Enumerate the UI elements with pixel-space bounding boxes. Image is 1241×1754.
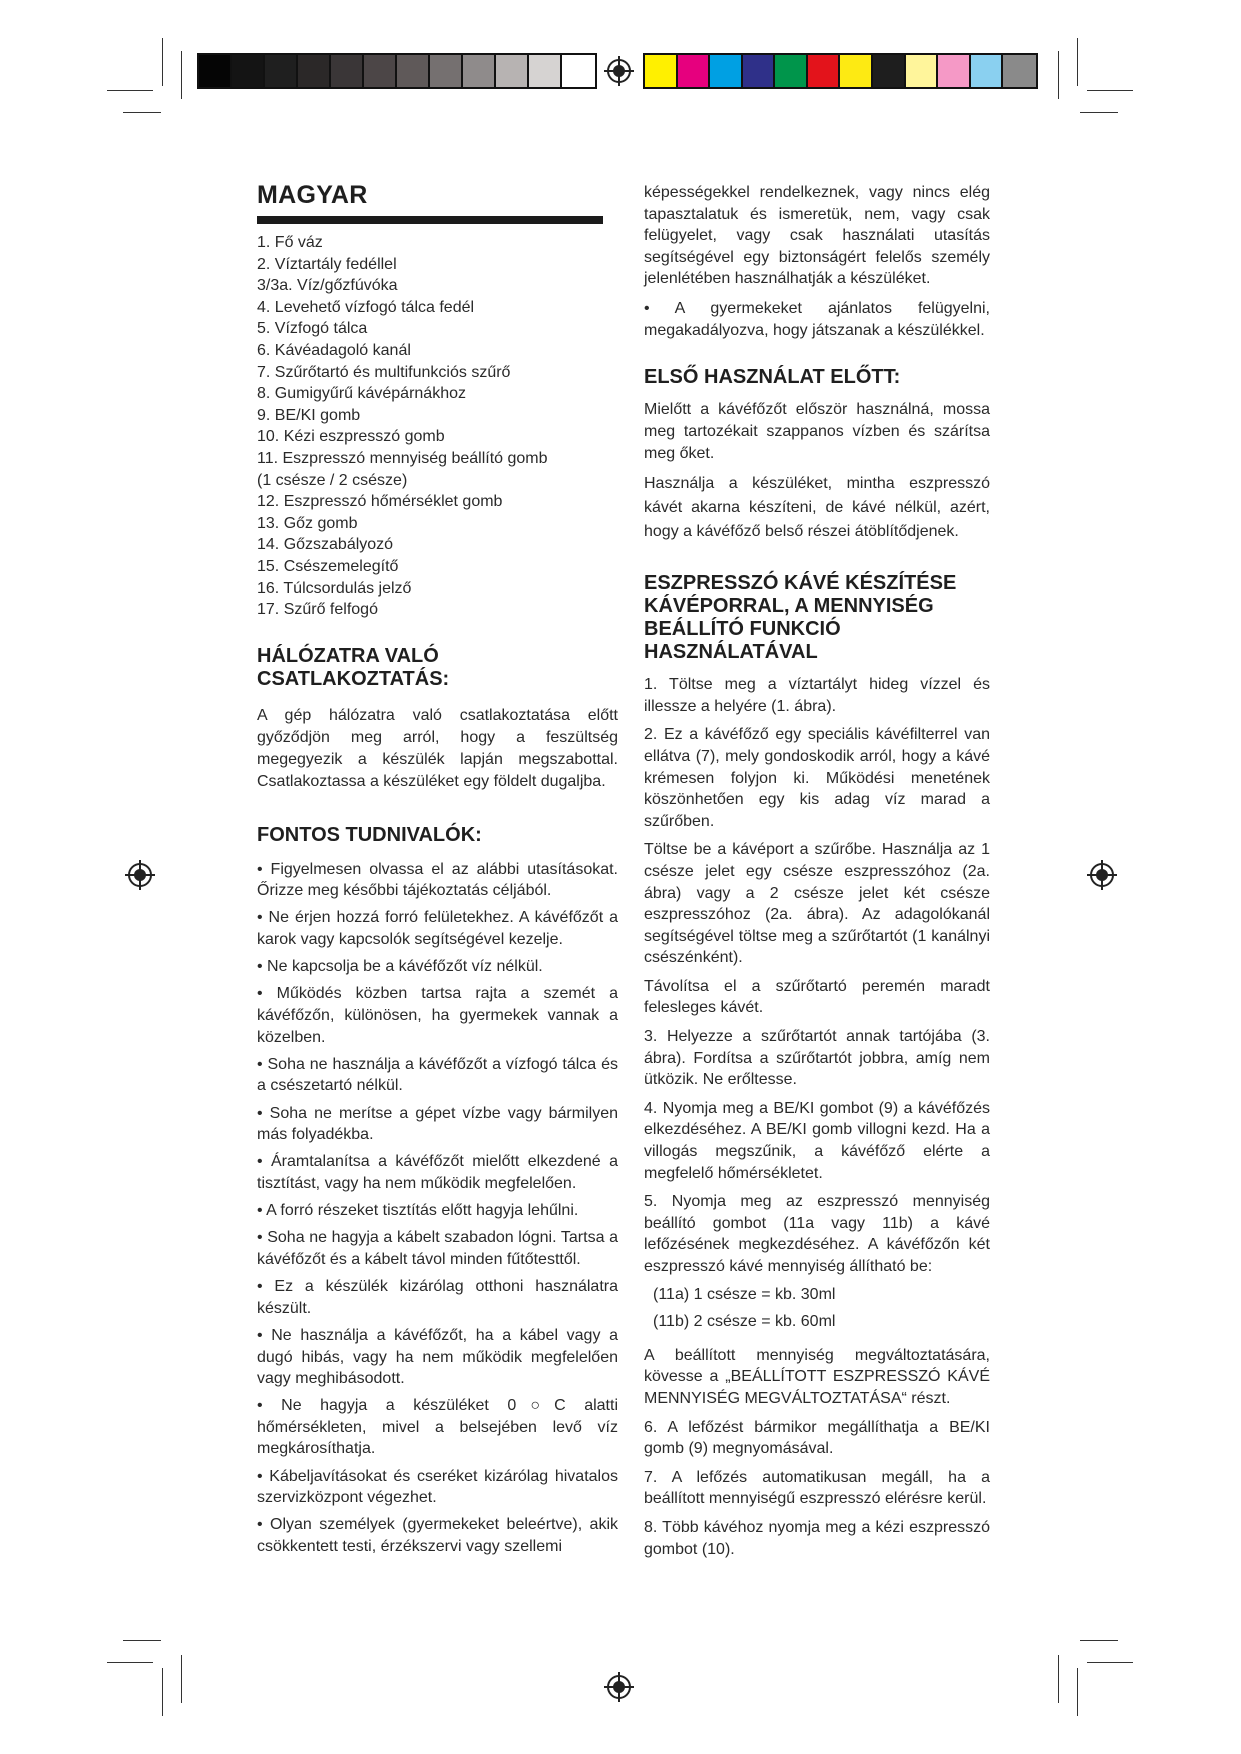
espresso-step: 8. Több kávéhoz nyomja meg a kézi eszpresszó gombot (10). <box>644 1518 990 1558</box>
crop-mark-top-left-h1 <box>107 90 153 91</box>
safety-bullet: • Soha ne merítse a gépet vízbe vagy bármilyen más folyadékba. <box>257 1104 618 1144</box>
color-swatch <box>840 55 873 87</box>
grayscale-color-bar <box>197 53 597 89</box>
first-use-text-1: Mielőtt a kávéfőzőt először használná, mossa meg tartozékait szappanos vízben és szárítsa meg őket. <box>644 401 990 463</box>
espresso-step: Távolítsa el a szűrőtartó peremén maradt felesleges kávét. <box>644 977 990 1017</box>
section-title-mains-connection: HÁLÓZATRA VALÓ CSATLAKOZTATÁS: <box>257 644 450 690</box>
gray-swatch <box>496 55 529 87</box>
safety-bullet: • Ne érjen hozzá forró felületekhez. A kávéfőzőt a karok vagy kapcsolók segítségével kezelje. <box>257 909 618 949</box>
espresso-step: 4. Nyomja meg a BE/KI gombot (9) a kávéfőzés elkezdéséhez. A BE/KI gomb villogni kezd. Ha a villogás megszűnik, a kávéfőző elérte a megfelelő hőmérsékletet. <box>644 1099 990 1182</box>
crop-mark-top-right-h1 <box>1087 90 1133 91</box>
parts-list-item: (1 csésze / 2 csésze) <box>257 471 408 489</box>
color-swatch <box>678 55 711 87</box>
safety-bullet: • Kábeljavításokat és cseréket kizárólag hivatalos szervizközpont végezhet. <box>257 1467 618 1507</box>
gray-swatch <box>331 55 364 87</box>
registration-mark-right <box>1086 859 1118 891</box>
parts-list-item: 9. BE/KI gomb <box>257 406 361 424</box>
parts-list-item: 2. Víztartály fedéllel <box>257 255 397 273</box>
crop-mark-bottom-right-outer <box>1077 1668 1078 1716</box>
section-title-first-use: ELSŐ HASZNÁLAT ELŐTT: <box>644 366 901 389</box>
parts-list-item: 11. Eszpresszó mennyiség beállító gomb <box>257 449 548 467</box>
espresso-step: 5. Nyomja meg az eszpresszó mennyiség beállító gombot (11a vagy 11b) a kávé lefőzésének megkezdéséhez. A kávéfőzőn két eszpresszó kávé mennyiség állítható be: <box>644 1193 990 1275</box>
quantity-2-cups: (11b) 2 csésze = kb. 60ml <box>653 1313 836 1331</box>
gray-swatch <box>232 55 265 87</box>
color-swatch <box>808 55 841 87</box>
safety-bullet: • Soha ne hagyja a kábelt szabadon lógni. Tartsa a kávéfőzőt és a kábelt távol minden fűtőtesttől. <box>257 1229 618 1268</box>
espresso-step: 1. Töltse meg a víztartályt hideg vízzel és illessze a helyére (1. ábra). <box>644 676 990 715</box>
parts-list-item: 12. Eszpresszó hőmérséklet gomb <box>257 493 503 511</box>
mains-connection-text: A gép hálózatra való csatlakoztatása előtt győződjön meg arról, hogy a feszültség megegyezik a készülék lapján megszabottal. Csatlakoztassa a készüléket egy földelt dugaljba. <box>257 706 618 790</box>
left-column <box>257 180 618 1558</box>
safety-bullet: • Áramtalanítsa a kávéfőzőt mielőtt elkezdené a tisztítást, vagy ha nem működik megfelelően. <box>257 1153 618 1192</box>
gray-swatch <box>199 55 232 87</box>
crop-mark-bottom-right-h2 <box>1087 1662 1133 1663</box>
crop-mark-top-right-inner <box>1058 51 1059 99</box>
gray-swatch <box>298 55 331 87</box>
page-title: MAGYAR <box>257 181 368 209</box>
color-swatch <box>743 55 776 87</box>
gray-swatch <box>430 55 463 87</box>
espresso-step: Töltse be a kávéport a szűrőbe. Használja az 1 csésze jelet egy csésze eszpresszóhoz (2a. ábra) vagy a 2 csésze jelet két csésze eszpresszóhoz (2a. ábra). Az adagolókanál segítségével töltse meg a szűrőtartót (1 kanálnyi csészénként). <box>644 841 990 967</box>
parts-list-item: 1. Fő váz <box>257 234 323 251</box>
crop-mark-bottom-right-inner <box>1058 1655 1059 1703</box>
espresso-step: 6. A lefőzést bármikor megállíthatja a BE/KI gomb (9) megnyomásával. <box>644 1418 990 1458</box>
color-swatch <box>971 55 1004 87</box>
color-swatch <box>1003 55 1036 87</box>
color-swatch <box>906 55 939 87</box>
color-swatch <box>873 55 906 87</box>
safety-bullet: • Soha ne használja a kávéfőzőt a vízfogó tálca és a csészetartó nélkül. <box>257 1055 618 1095</box>
safety-bullet: • Figyelmesen olvassa el az alábbi utasításokat. Őrizze meg későbbi tájékoztatás céljából. <box>257 860 618 900</box>
espresso-step: 2. Ez a kávéfőző egy speciális kávéfilterrel van ellátva (7), mely gondoskodik arról, hogy a kávé krémesen folyjon ki. Működési menetének köszönhetően egy kis adag víz marad a szűrőben. <box>644 726 990 830</box>
quantity-1-cup: (11a) 1 csésze = kb. 30ml <box>653 1285 836 1303</box>
gray-swatch <box>397 55 430 87</box>
section-title-important: FONTOS TUDNIVALÓK: <box>257 823 482 846</box>
parts-list-item: 8. Gumigyűrű kávépárnákhoz <box>257 385 466 403</box>
safety-bullet: • A forró részeket tisztítás előtt hagyja lehűlni. <box>257 1202 579 1220</box>
title-rule <box>257 216 603 224</box>
color-swatch <box>775 55 808 87</box>
safety-bullet: • Ne használja a kávéfőzőt, ha a kábel vagy a dugó hibás, vagy ha nem működik megfelelően vagy meghibásodott. <box>257 1326 618 1388</box>
registration-mark-top <box>603 55 635 87</box>
right-column <box>644 182 990 1560</box>
crop-mark-bottom-left-h1 <box>123 1640 161 1641</box>
espresso-step: A beállított mennyiség megváltoztatására, kövesse a „BEÁLLÍTOTT ESZPRESSZÓ KÁVÉ MENNYISÉG MEGVÁLTOZTATÁSA“ részt. <box>644 1346 990 1407</box>
parts-list-item: 6. Kávéadagoló kanál <box>257 341 411 359</box>
parts-list-item: 5. Vízfogó tálca <box>257 320 368 338</box>
parts-list-item: 15. Csészemelegítő <box>257 557 399 575</box>
espresso-step: 3. Helyezze a szűrőtartót annak tartójába (3. ábra). Fordítsa a szűrőtartót jobbra, amíg nem ütközik. Ne erőltesse. <box>644 1028 990 1089</box>
safety-bullet: • Ne hagyja a készüléket 0○C alatti hőmérsékleten, mivel a belsejében levő víz megkárosíthatja. <box>257 1397 618 1458</box>
gray-swatch <box>529 55 562 87</box>
registration-mark-bottom <box>603 1671 635 1703</box>
safety-bullet: • Működés közben tartsa rajta a szemét a kávéfőzőn, különösen, ha gyermekek vannak a közelben. <box>257 985 618 1046</box>
safety-bullet: • Ez a készülék kizárólag otthoni használatra készült. <box>257 1278 618 1317</box>
crop-mark-top-left-inner <box>181 51 182 99</box>
section-title-espresso: ESZPRESSZÓ KÁVÉ KÉSZÍTÉSE KÁVÉPORRAL, A MENNYISÉG BEÁLLÍTÓ FUNKCIÓ HASZNÁLATÁVAL <box>644 572 957 664</box>
parts-list-item: 10. Kézi eszpresszó gomb <box>257 428 445 446</box>
registration-mark-left <box>124 859 156 891</box>
children-supervision-bullet: • A gyermekeket ajánlatos felügyelni, megakadályozva, hogy játszanak a készülékkel. <box>644 299 990 339</box>
parts-list-item: 4. Levehető vízfogó tálca fedél <box>257 298 475 316</box>
espresso-step: 7. A lefőzés automatikusan megáll, ha a beállított mennyiségű eszpresszó elérésre kerül. <box>644 1468 990 1508</box>
process-color-bar <box>643 53 1038 89</box>
color-swatch <box>710 55 743 87</box>
color-swatch <box>938 55 971 87</box>
safety-bullet: • Olyan személyek (gyermekeket beleértve), akik csökkentett testi, érzékszervi vagy szellemi <box>257 1516 618 1556</box>
crop-mark-bottom-left-outer <box>162 1668 163 1716</box>
safety-bullet: • Ne kapcsolja be a kávéfőzőt víz nélkül. <box>257 958 543 976</box>
parts-list <box>257 232 618 621</box>
crop-mark-top-left-outer <box>162 38 163 86</box>
crop-mark-top-right-outer <box>1077 38 1078 86</box>
parts-list-item: 3/3a. Víz/gőzfúvóka <box>257 277 398 295</box>
crop-mark-bottom-left-inner <box>181 1655 182 1703</box>
parts-list-item: 16. Túlcsordulás jelző <box>257 579 412 597</box>
crop-mark-bottom-right-h1 <box>1080 1640 1118 1641</box>
first-use-text-2: Használja a készüléket, mintha eszpresszó kávét akarna készíteni, de kávé nélkül, azért, hogy a kávéfőző belső részei átöblítődjenek. <box>644 475 990 541</box>
crop-mark-top-right-h2 <box>1080 112 1118 113</box>
safety-bullets <box>257 859 618 1558</box>
parts-list-item: 17. Szűrő felfogó <box>257 601 378 619</box>
continuation-text: képességekkel rendelkeznek, vagy nincs elég tapasztalatuk és ismeretük, nem, vagy csak felügyelet, vagy csak használati utasítás segítségével egy biztonságért felelős személy jelenlétében használhatják a készüléket. <box>644 184 990 288</box>
espresso-steps-continued <box>644 1345 990 1560</box>
gray-swatch <box>364 55 397 87</box>
crop-mark-bottom-left-h2 <box>107 1662 153 1663</box>
parts-list-item: 13. Gőz gomb <box>257 514 358 532</box>
color-swatch <box>645 55 678 87</box>
parts-list-item: 14. Gőzszabályozó <box>257 536 394 554</box>
crop-mark-top-left-h2 <box>123 112 161 113</box>
gray-swatch <box>265 55 298 87</box>
gray-swatch <box>463 55 496 87</box>
parts-list-item: 7. Szűrőtartó és multifunkciós szűrő <box>257 363 511 381</box>
espresso-steps <box>644 674 990 1277</box>
gray-swatch <box>562 55 595 87</box>
